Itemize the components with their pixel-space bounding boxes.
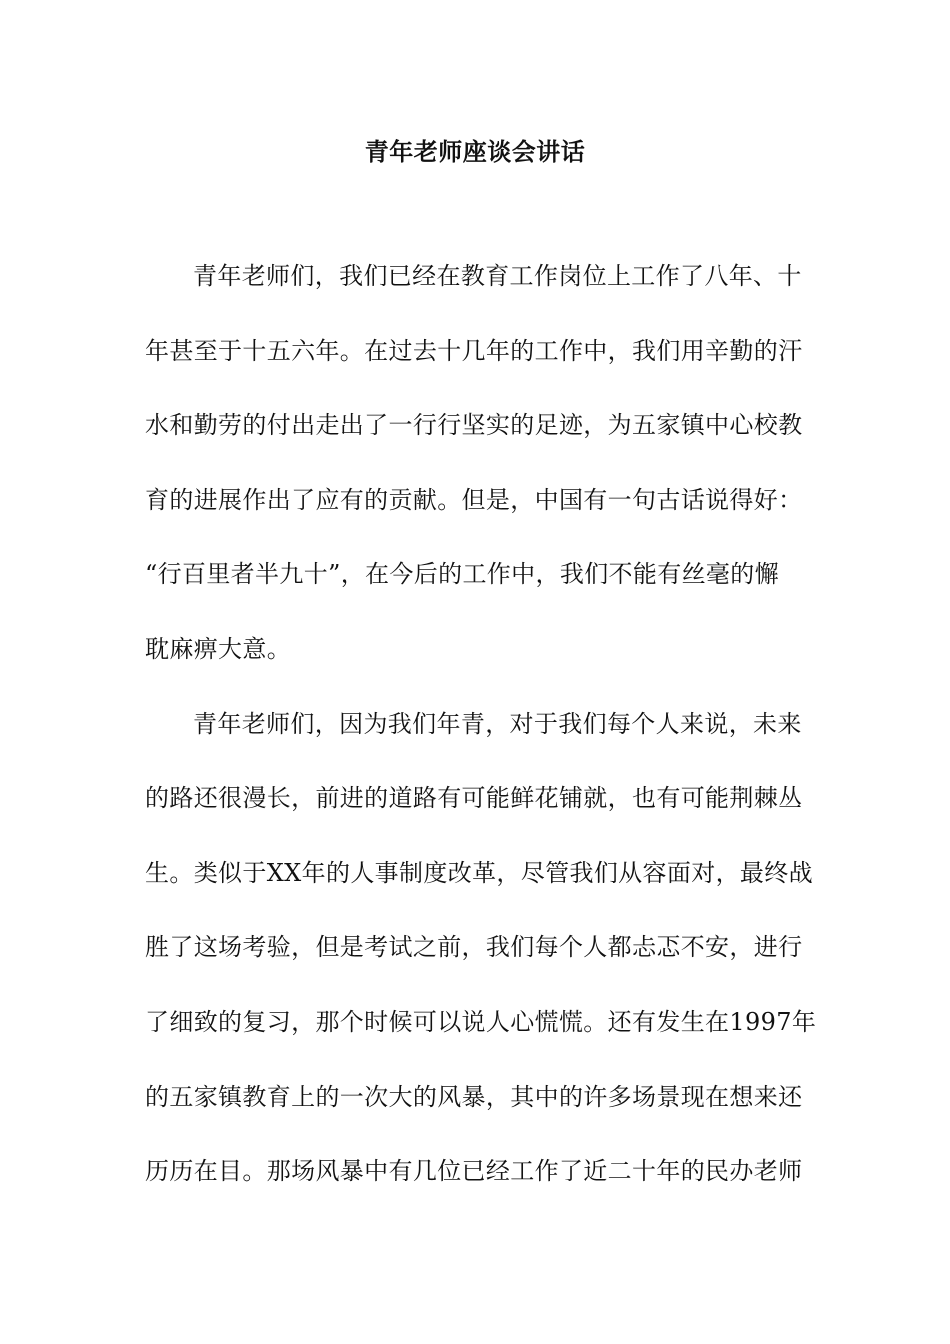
text-line: 了细致的复习，那个时候可以说人心慌慌。还有发生在1997年: [145, 1007, 817, 1036]
text-line: 胜了这场考验，但是考试之前，我们每个人都忐忑不安，进行: [145, 933, 803, 962]
text-line: 耽麻痹大意。: [145, 634, 292, 663]
text-line: 历历在目。那场风暴中有几位已经工作了近二十年的民办老师: [145, 1157, 803, 1186]
text-line: 年甚至于十五六年。在过去十几年的工作中，我们用辛勤的汗: [145, 336, 803, 365]
text-line: 育的进展作出了应有的贡献。但是，中国有一句古话说得好：: [145, 485, 803, 514]
text-line: 的五家镇教育上的一次大的风暴，其中的许多场景现在想来还: [145, 1082, 803, 1111]
document-title: 青年老师座谈会讲话: [364, 137, 586, 166]
document-body: [145, 254, 817, 1224]
text-line: 的路还很漫长，前进的道路有可能鲜花铺就，也有可能荆棘丛: [145, 784, 803, 813]
text-line: 青年老师们，因为我们年青，对于我们每个人来说，未来: [193, 709, 802, 738]
text-line: 生。类似于XX年的人事制度改革，尽管我们从容面对，最终战: [145, 858, 813, 887]
paragraph-1: [145, 254, 805, 702]
text-line: “行百里者半九十”，在今后的工作中，我们不能有丝毫的懈: [145, 560, 779, 589]
text-line: 水和勤劳的付出走出了一行行坚实的足迹，为五家镇中心校教: [145, 411, 803, 440]
paragraph-2: [145, 702, 817, 1224]
text-line: 青年老师们，我们已经在教育工作岗位上工作了八年、十: [193, 262, 802, 290]
